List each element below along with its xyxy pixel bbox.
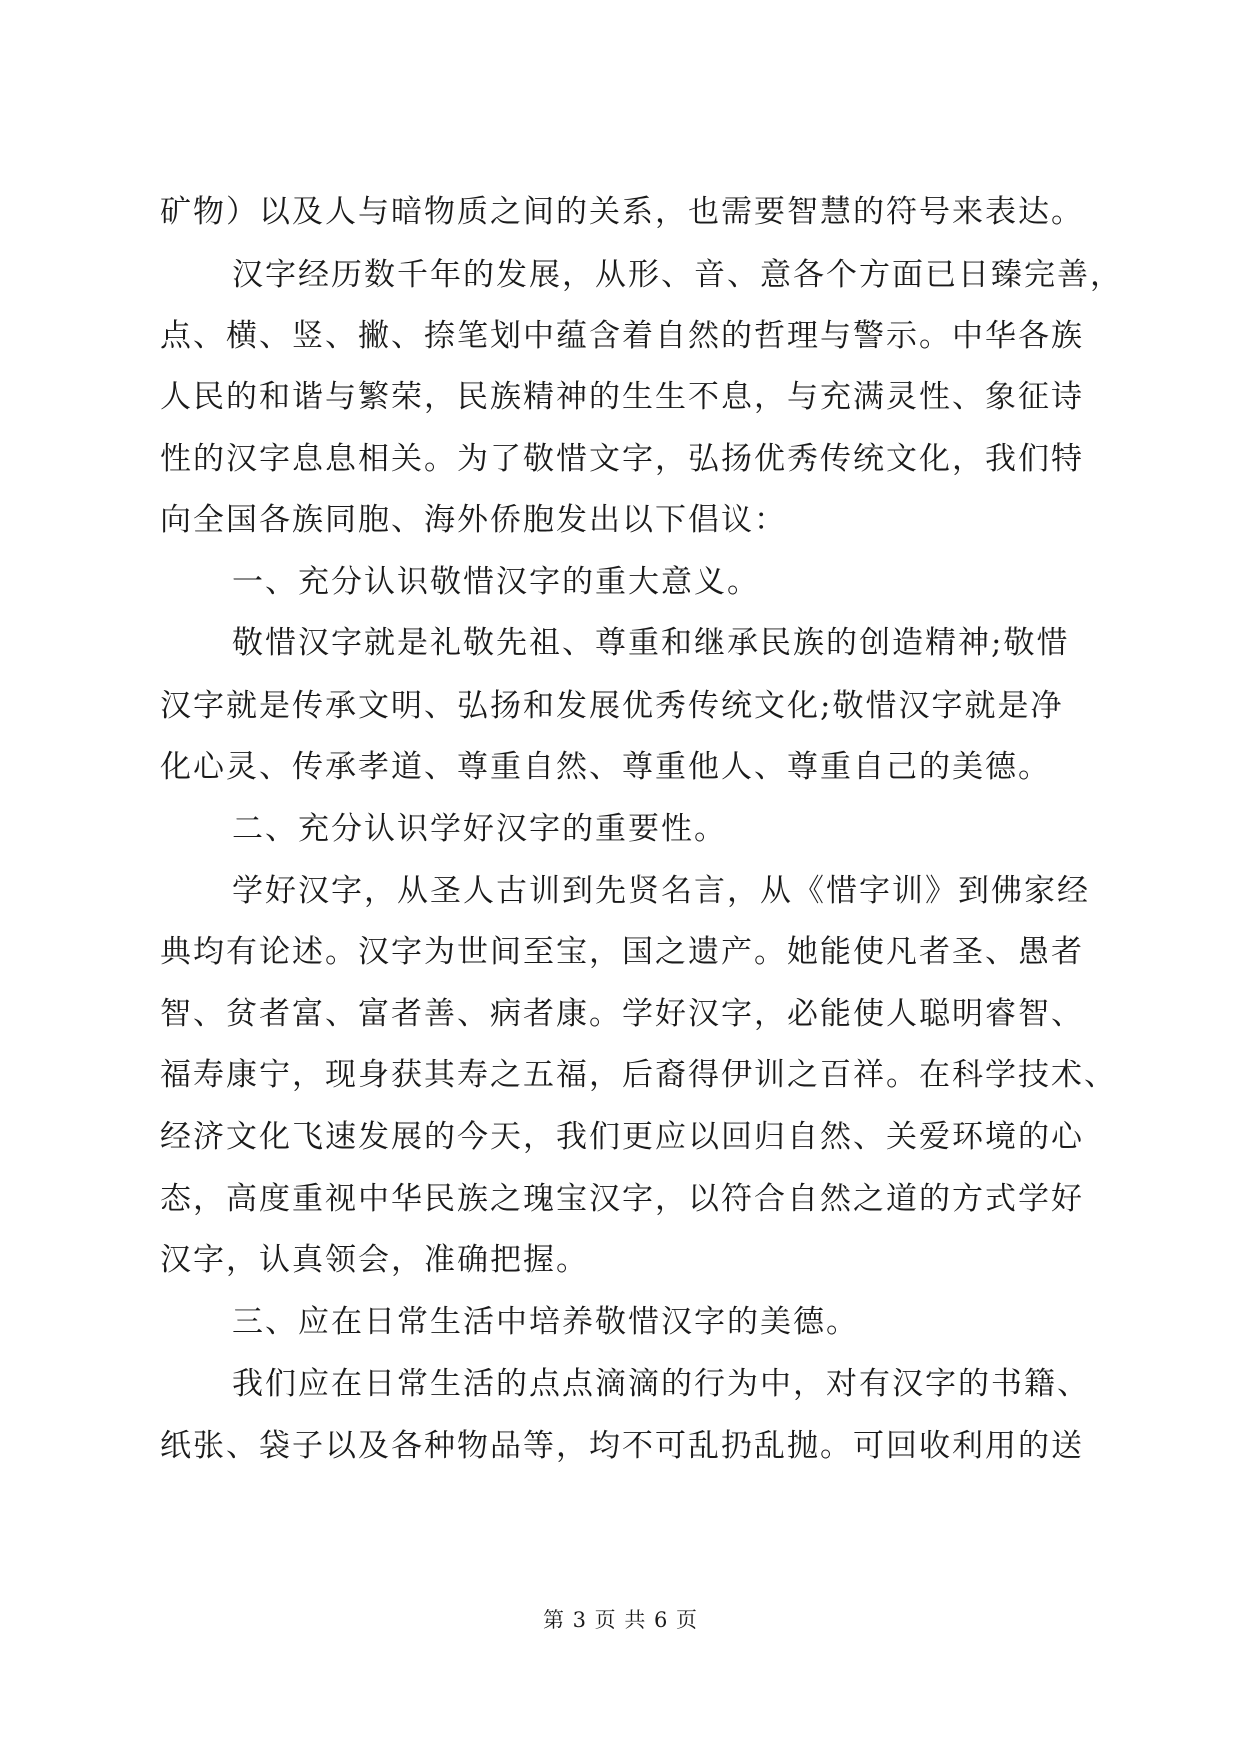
section-heading: 三、应在日常生活中培养敬惜汉字的美德。 [232, 1304, 859, 1340]
text-line: 学好汉字，从圣人古训到先贤名言，从《惜字训》到佛家经 [232, 873, 1090, 909]
section-heading: 一、充分认识敬惜汉字的重大意义。 [232, 564, 760, 600]
text-line: 典均有论述。汉字为世间至宝，国之遗产。她能使凡者圣、愚者 [160, 934, 1084, 970]
text-line: 汉字经历数千年的发展，从形、音、意各个方面已日臻完善， [232, 257, 1123, 293]
text-line: 性的汉字息息相关。为了敬惜文字，弘扬优秀传统文化，我们特 [160, 441, 1084, 477]
text-line: 人民的和谐与繁荣，民族精神的生生不息，与充满灵性、象征诗 [160, 379, 1084, 415]
text-line: 化心灵、传承孝道、尊重自然、尊重他人、尊重自己的美德。 [160, 749, 1051, 785]
text-line: 汉字，认真领会，准确把握。 [160, 1242, 589, 1278]
text-line: 态，高度重视中华民族之瑰宝汉字，以符合自然之道的方式学好 [160, 1181, 1084, 1217]
text-line: 汉字就是传承文明、弘扬和发展优秀传统文化;敬惜汉字就是净 [160, 688, 1064, 724]
text-line: 经济文化飞速发展的今天，我们更应以回归自然、关爱环境的心 [160, 1119, 1084, 1155]
section-heading: 二、充分认识学好汉字的重要性。 [232, 811, 727, 847]
text-line: 敬惜汉字就是礼敬先祖、尊重和继承民族的创造精神;敬惜 [232, 625, 1070, 661]
text-line: 我们应在日常生活的点点滴滴的行为中，对有汉字的书籍、 [232, 1366, 1090, 1402]
text-line: 向全国各族同胞、海外侨胞发出以下倡议： [160, 502, 787, 538]
text-line: 智、贫者富、富者善、病者康。学好汉字，必能使人聪明睿智、 [160, 996, 1084, 1032]
text-line: 矿物）以及人与暗物质之间的关系，也需要智慧的符号来表达。 [160, 194, 1084, 230]
text-line: 点、横、竖、撇、捺笔划中蕴含着自然的哲理与警示。中华各族 [160, 318, 1084, 354]
page-number-footer: 第 3 页 共 6 页 [542, 1608, 699, 1632]
text-line: 福寿康宁，现身获其寿之五福，后裔得伊训之百祥。在科学技术、 [160, 1057, 1117, 1093]
text-line: 纸张、袋子以及各种物品等，均不可乱扔乱抛。可回收利用的送 [160, 1428, 1084, 1464]
